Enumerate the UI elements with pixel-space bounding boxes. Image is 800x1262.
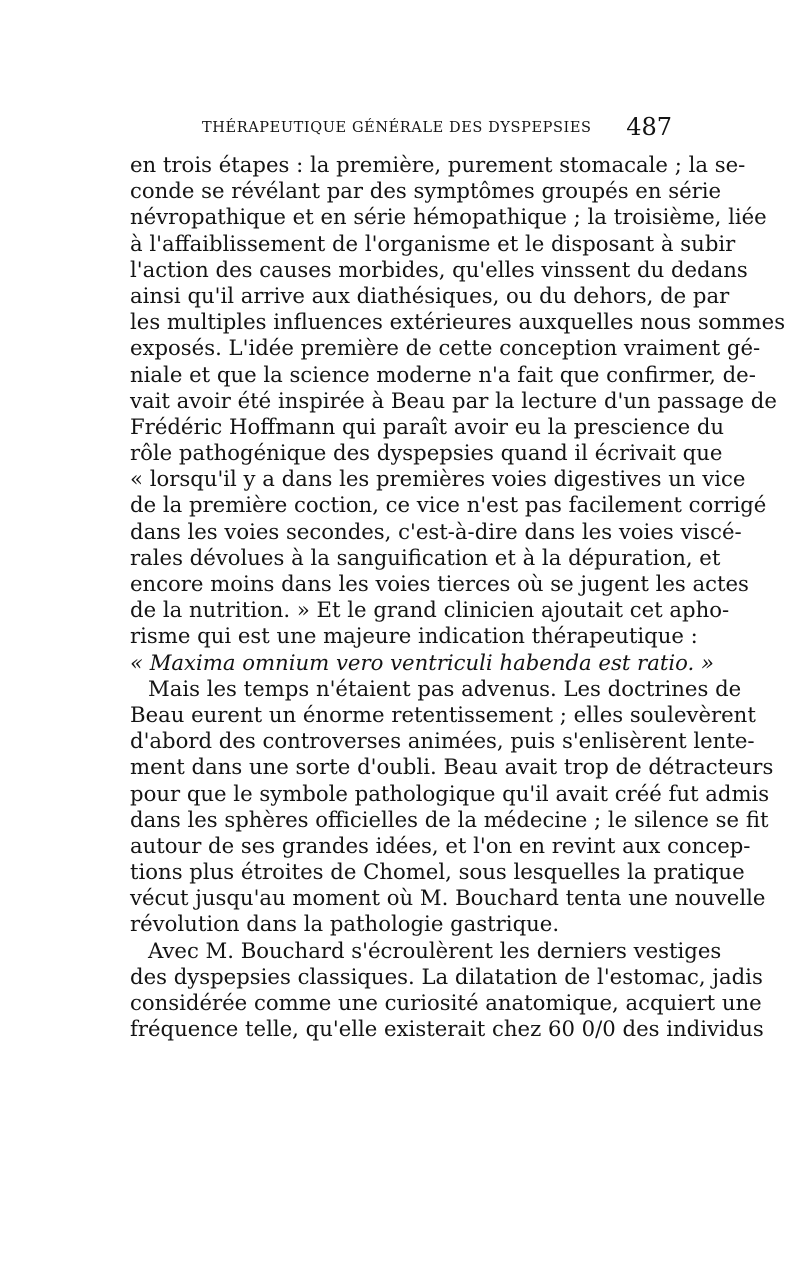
- text-line: dans les voies secondes, c'est-à-dire dans les voies viscé-: [130, 518, 742, 544]
- page-number: 487: [626, 113, 672, 141]
- text-line: autour de ses grandes idées, et l'on en revint aux concep-: [130, 832, 751, 858]
- text-line: pour que le symbole pathologique qu'il avait créé fut admis: [130, 780, 770, 806]
- latin-quote-line: « Maxima omnium vero ventriculi habenda est ratio. »: [130, 649, 714, 675]
- text-line: rôle pathogénique des dyspepsies quand il écrivait que: [130, 440, 723, 466]
- text-line: Frédéric Hoffmann qui paraît avoir eu la prescience du: [130, 413, 725, 439]
- text-line: fréquence telle, qu'elle existerait chez 60 0/0 des individus: [130, 1016, 764, 1042]
- text-line: des dyspepsies classiques. La dilatation de l'estomac, jadis: [130, 963, 763, 989]
- text-line: ainsi qu'il arrive aux diathésiques, ou du dehors, de par: [130, 282, 730, 308]
- paragraph-end-line: révolution dans la pathologie gastrique.: [130, 911, 560, 937]
- text-line: de la nutrition. » Et le grand clinicien ajoutait cet apho-: [130, 597, 730, 623]
- text-line: encore moins dans les voies tierces où se jugent les actes: [130, 571, 749, 596]
- text-line: dans les sphères officielles de la médecine ; le silence se fit: [130, 806, 769, 832]
- text-line: de la première coction, ce vice n'est pas facilement corrigé: [130, 492, 767, 518]
- text-line: les multiples influences extérieures auxquelles nous sommes: [130, 309, 786, 335]
- text-line: considérée comme une curiosité anatomique, acquiert une: [130, 990, 762, 1015]
- running-title: THÉRAPEUTIQUE GÉNÉRALE DES DYSPEPSIES: [202, 120, 592, 136]
- text-line: en trois étapes : la première, purement stomacale ; la se-: [130, 152, 746, 177]
- text-line: niale et que la science moderne n'a fait que confirmer, de-: [130, 361, 756, 387]
- text-line: à l'affaiblissement de l'organisme et le disposant à subir: [130, 230, 736, 256]
- text-line: vécut jusqu'au moment où M. Bouchard tenta une nouvelle: [130, 885, 766, 911]
- text-line: l'action des causes morbides, qu'elles vinssent du dedans: [130, 256, 748, 282]
- text-line: risme qui est une majeure indication thérapeutique :: [130, 623, 698, 649]
- body-text: [130, 152, 786, 1042]
- text-line: exposés. L'idée première de cette conception vraiment gé-: [130, 335, 761, 361]
- text-line: conde se révélant par des symptômes groupés en série: [130, 178, 722, 204]
- text-line: tions plus étroites de Chomel, sous lesquelles la pratique: [130, 859, 745, 885]
- text-line: « lorsqu'il y a dans les premières voies digestives un vice: [130, 466, 746, 492]
- text-line: Beau eurent un énorme retentissement ; elles soulevèrent: [130, 701, 756, 727]
- paragraph-start-line: Mais les temps n'étaient pas advenus. Les doctrines de: [148, 675, 742, 701]
- paragraph-start-line: Avec M. Bouchard s'écroulèrent les derniers vestiges: [148, 937, 722, 963]
- running-head: [202, 113, 672, 146]
- text-line: d'abord des controverses animées, puis s'enlisèrent lente-: [130, 728, 755, 754]
- text-line: ment dans une sorte d'oubli. Beau avait trop de détracteurs: [130, 754, 774, 780]
- text-line: vait avoir été inspirée à Beau par la lecture d'un passage de: [130, 387, 777, 413]
- text-line: rales dévolues à la sanguification et à la dépuration, et: [130, 544, 721, 570]
- text-line: névropathique et en série hémopathique ; la troisième, liée: [130, 204, 767, 230]
